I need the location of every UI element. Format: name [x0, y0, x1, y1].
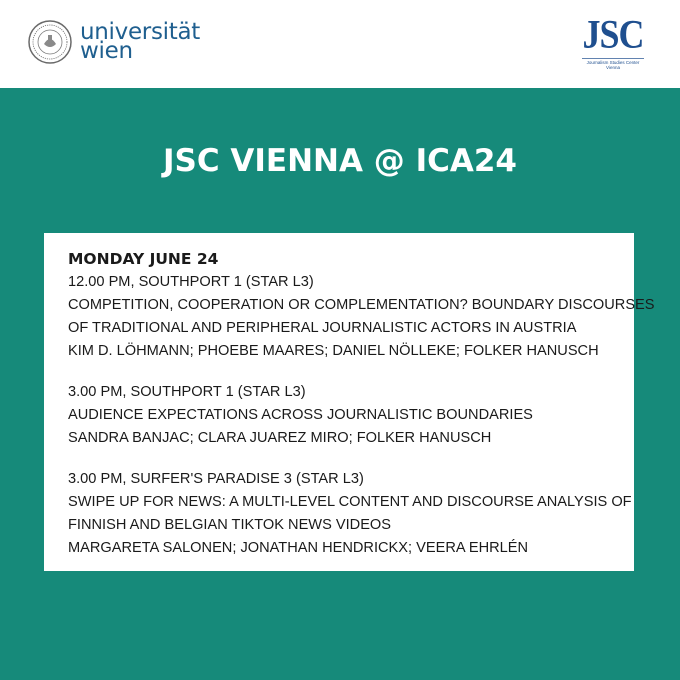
jsc-logo-divider	[582, 58, 644, 59]
logo-text-universitaet: universität	[80, 19, 200, 45]
session-1	[68, 271, 655, 363]
session-title-line: FINNISH AND BELGIAN TIKTOK NEWS VIDEOS	[68, 517, 392, 533]
header-bar	[0, 0, 680, 88]
page-title: JSC VIENNA @ ICA24	[163, 143, 517, 179]
jsc-logo-subtitle-city: Vienna	[606, 65, 620, 70]
universitaet-wien-logo	[28, 20, 200, 64]
logo-text-wien: wien	[80, 38, 133, 64]
session-2	[68, 381, 634, 450]
session-title-line: AUDIENCE EXPECTATIONS ACROSS JOURNALISTIC BOUNDARIES	[68, 407, 533, 423]
session-title-line: SWIPE UP FOR NEWS: A MULTI-LEVEL CONTENT AND DISCOURSE ANALYSIS OF	[68, 494, 632, 510]
session-time-location: 3.00 PM, SURFER'S PARADISE 3 (STAR L3)	[68, 471, 364, 487]
session-title-line: OF TRADITIONAL AND PERIPHERAL JOURNALISTIC ACTORS IN AUSTRIA	[68, 320, 577, 336]
spacer	[68, 363, 634, 381]
session-time-location: 12.00 PM, SOUTHPORT 1 (STAR L3)	[68, 274, 314, 290]
session-authors: KIM D. LÖHMANN; PHOEBE MAARES; DANIEL NÖLLEKE; FOLKER HANUSCH	[68, 343, 599, 359]
jsc-logo-subtitle: Journalism Studies Center	[586, 60, 640, 65]
session-authors: MARGARETA SALONEN; JONATHAN HENDRICKX; VEERA EHRLÉN	[68, 540, 529, 556]
schedule-card	[44, 233, 655, 571]
session-title-line: COMPETITION, COOPERATION OR COMPLEMENTATION? BOUNDARY DISCOURSES	[68, 297, 655, 313]
jsc-logo-mark: JSC	[582, 11, 644, 57]
session-3	[68, 468, 634, 560]
session-time-location: 3.00 PM, SOUTHPORT 1 (STAR L3)	[68, 384, 306, 400]
jsc-logo	[580, 11, 646, 70]
schedule-day: MONDAY JUNE 24	[68, 250, 219, 268]
university-seal-icon	[28, 20, 72, 64]
spacer	[68, 450, 634, 468]
session-authors: SANDRA BANJAC; CLARA JUAREZ MIRO; FOLKER HANUSCH	[68, 430, 492, 446]
